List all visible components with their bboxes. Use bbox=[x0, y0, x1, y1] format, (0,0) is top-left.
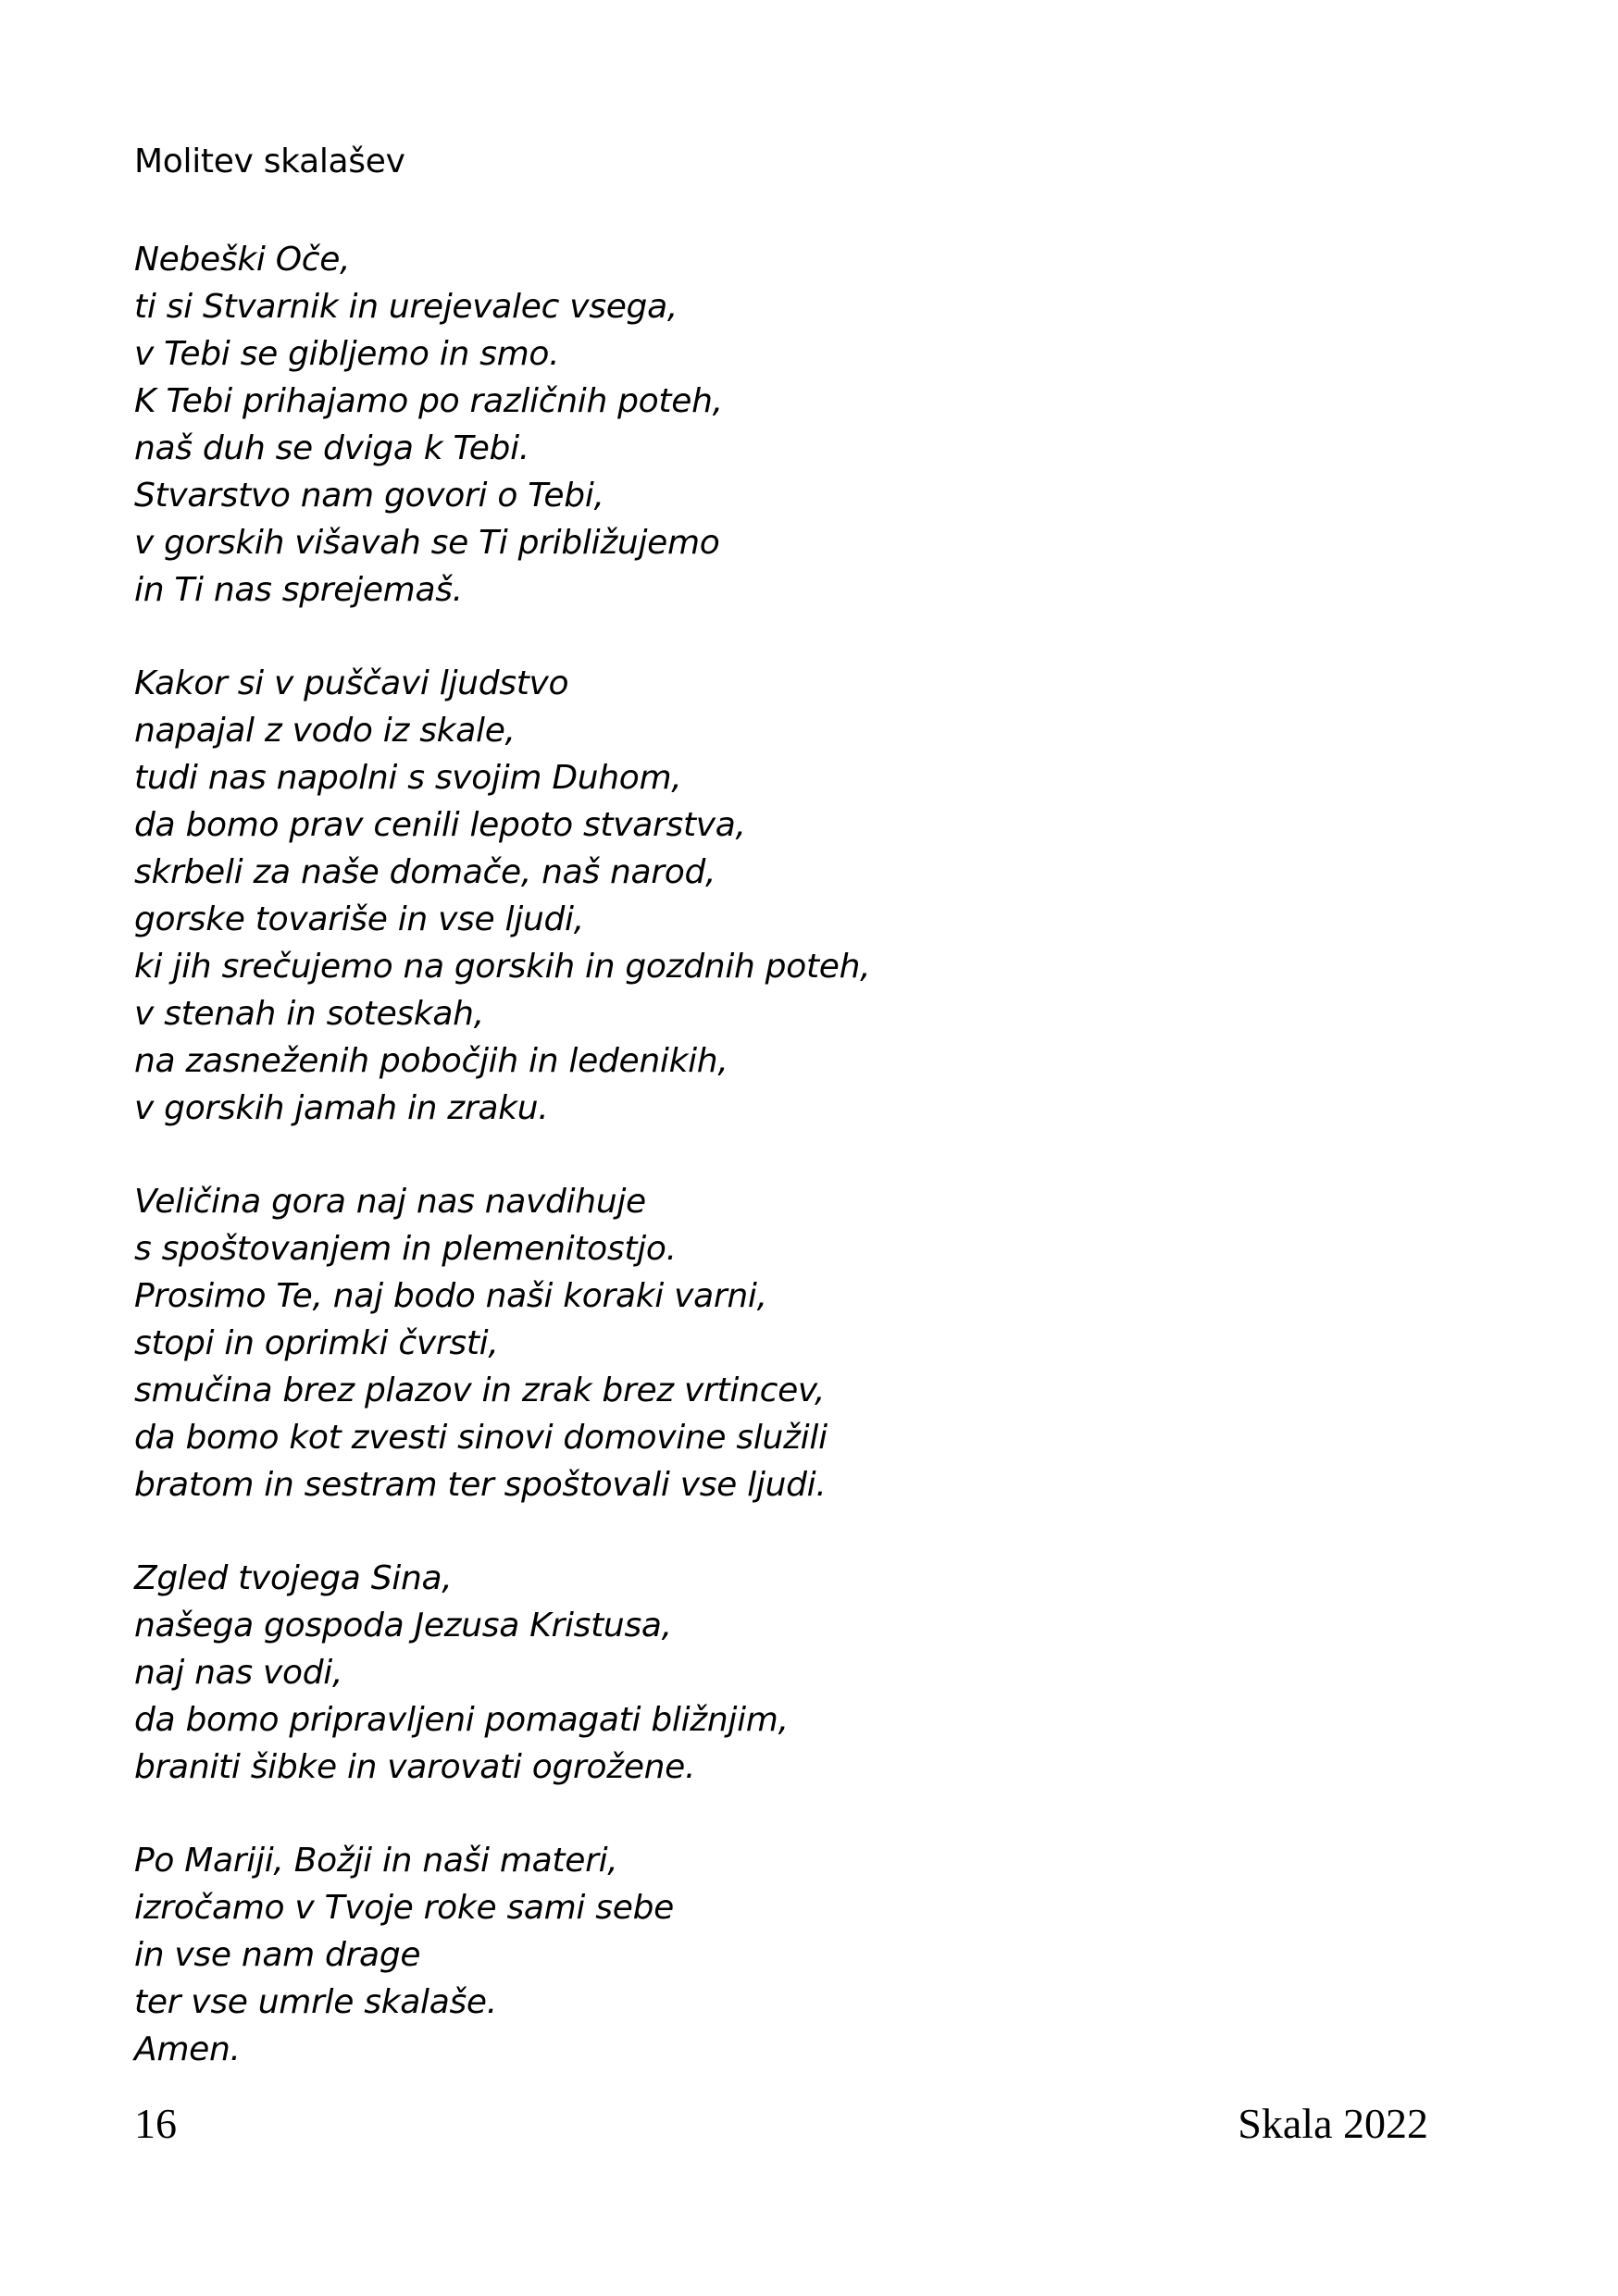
poem-line: Amen. bbox=[134, 2030, 241, 2068]
poem-body bbox=[134, 236, 870, 2119]
poem-line: izročamo v Tvoje roke sami sebe bbox=[134, 1889, 674, 1927]
poem-line: v gorskih jamah in zraku. bbox=[134, 1089, 549, 1127]
poem-line: in Ti nas sprejemaš. bbox=[134, 571, 463, 609]
poem-line: naš duh se dviga k Tebi. bbox=[134, 429, 529, 467]
poem-line: Kakor si v puščavi ljudstvo bbox=[134, 664, 569, 702]
poem-line: Po Mariji, Božji in naši materi, bbox=[134, 1842, 618, 1880]
poem-line: v gorskih višavah se Ti približujemo bbox=[134, 524, 720, 562]
poem-line: v Tebi se gibljemo in smo. bbox=[134, 335, 560, 373]
poem-line: da bomo kot zvesti sinovi domovine služili bbox=[134, 1419, 828, 1457]
poem-title: Molitev skalašev bbox=[134, 143, 405, 180]
poem-line: Stvarstvo nam govori o Tebi, bbox=[134, 477, 604, 515]
poem-line: napajal z vodo iz skale, bbox=[134, 712, 516, 750]
poem-line: našega gospoda Jezusa Kristusa, bbox=[134, 1607, 672, 1644]
poem-line: tudi nas napolni s svojim Duhom, bbox=[134, 759, 682, 797]
poem-line: s spoštovanjem in plemenitostjo. bbox=[134, 1230, 677, 1268]
poem-line: da bomo prav cenili lepoto stvarstva, bbox=[134, 806, 746, 844]
stanza-1 bbox=[134, 236, 870, 614]
poem-line: stopi in oprimki čvrsti, bbox=[134, 1324, 499, 1362]
poem-line: da bomo pripravljeni pomagati bližnjim, bbox=[134, 1701, 789, 1739]
stanza-5 bbox=[134, 1837, 870, 2073]
poem-line: in vse nam drage bbox=[134, 1936, 421, 1974]
poem-line: ter vse umrle skalaše. bbox=[134, 1983, 497, 2021]
poem-line: bratom in sestram ter spoštovali vse ljudi. bbox=[134, 1466, 827, 1504]
poem-line: smučina brez plazov in zrak brez vrtincev, bbox=[134, 1371, 826, 1409]
poem-line: naj nas vodi, bbox=[134, 1654, 343, 1692]
page-number: 16 bbox=[134, 2100, 177, 2147]
poem-line: K Tebi prihajamo po različnih poteh, bbox=[134, 382, 723, 420]
stanza-3 bbox=[134, 1178, 870, 1508]
stanza-4 bbox=[134, 1555, 870, 1791]
publication-name: Skala 2022 bbox=[1238, 2100, 1428, 2147]
poem-line: ki jih srečujemo na gorskih in gozdnih poteh, bbox=[134, 948, 871, 986]
stanza-2 bbox=[134, 660, 870, 1132]
poem-line: na zasneženih pobočjih in ledenikih, bbox=[134, 1042, 728, 1080]
poem-line: skrbeli za naše domače, naš narod, bbox=[134, 853, 716, 891]
poem-line: Zgled tvojega Sina, bbox=[134, 1559, 453, 1597]
poem-line: v stenah in soteskah, bbox=[134, 995, 484, 1033]
poem-line: Veličina gora naj nas navdihuje bbox=[134, 1183, 646, 1221]
poem-line: Prosimo Te, naj bodo naši koraki varni, bbox=[134, 1277, 767, 1315]
poem-line: braniti šibke in varovati ogrožene. bbox=[134, 1748, 696, 1786]
poem-line: ti si Stvarnik in urejevalec vsega, bbox=[134, 288, 678, 326]
poem-line: gorske tovariše in vse ljudi, bbox=[134, 900, 584, 938]
poem-line: Nebeški Oče, bbox=[134, 241, 351, 279]
